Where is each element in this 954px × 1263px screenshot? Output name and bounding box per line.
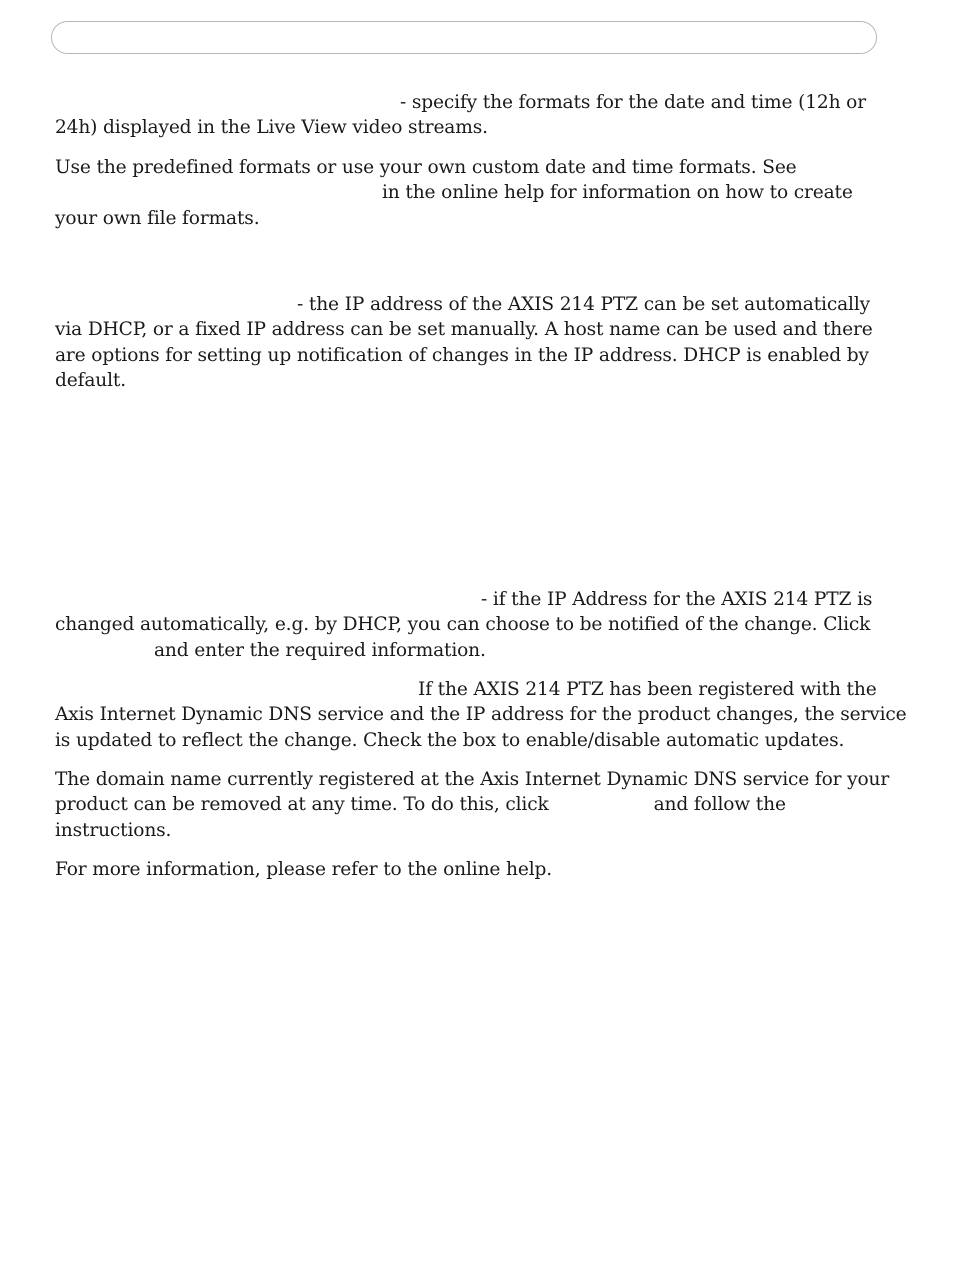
domain-removal-paragraph: The domain name currently registered at the Axis Internet Dynamic DNS service for your product can be removed at any time. To do this, click and follow the instructions. [55,769,890,841]
domain-removal-text-b: and follow the [653,794,786,816]
custom-formats-paragraph: Use the predefined formats or use your own custom date and time formats. See in the online help for information on how to create your own file formats. [55,157,853,229]
ip-change-notification-paragraph: - if the IP Address for the AXIS 214 PTZ is changed automatically, e.g. by DHCP, you can choose to be notified of the change. Click and enter the required information. [55,589,873,661]
page-header-bar [51,21,877,54]
ip-address-paragraph: - the IP address of the AXIS 214 PTZ can be set automatically via DHCP, or a fixed IP address can be set manually. A host name can be used and there are options for setting up notification of changes in the IP address. DHCP is enabled by default. [55,294,873,392]
dynamic-dns-paragraph: If the AXIS 214 PTZ has been registered with the Axis Internet Dynamic DNS service and the IP address for the product changes, the service is updated to reflect the change. Check the box to enable/disable automatic updates. [55,679,907,751]
date-time-format-paragraph: - specify the formats for the date and time (12h or 24h) displayed in the Live View video streams. [55,92,866,139]
domain-removal-text-a: product can be removed at any time. To do this, click [55,794,549,816]
more-info-paragraph: For more information, please refer to the online help. [55,859,553,880]
